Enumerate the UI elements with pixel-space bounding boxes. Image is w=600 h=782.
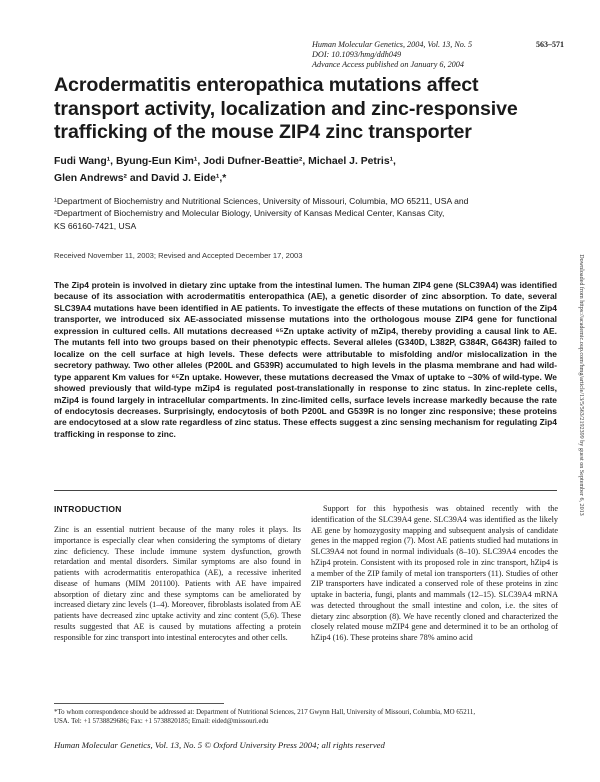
body-paragraph: Support for this hypothesis was obtained recently with the identification of the SLC39A4 gene. SLC39A4 was identified as the likely AE gene by homozygosity mapping and subsequent analysis of candidate genes in the mapped region (7). Most AE patients studied had mutations in SLC39A4 not found in normal individuals (8–10). SLC39A4 encodes the hZip4 protein. Consistent with its proposed role in zinc transport, hZip4 is a member of the ZIP family of metal ion transporters (11). Studies of other ZIP transporters have indicated a conserved role of these proteins in zinc uptake in bacteria, fungi, plants and mammals (12–15). SLC39A4 mRNA was detected throughout the small intestine and colon, i.e. the sites of dietary zinc absorption (8). We have recently cloned and characterized the closely related mouse mZIP4 gene and determined it to be an ortholog of hZip4 (16). These proteins share 78% amino acid: [311, 504, 558, 642]
abstract: The Zip4 protein is involved in dietary zinc uptake from the intestinal lumen. The human ZIP4 gene (SLC39A4) was identified because of its association with acrodermatitis enteropathica (AE), a genetic disorder of zinc absorption. To date, several SLC39A4 mutations have been identified in AE patients. To investigate the effects of these mutations on function of the Zip4 transporter, we introduced six AE-associated missense mutations into the orthologous mouse ZIP4 gene for functional expression in cultured cells. All mutations decreased ⁶⁵Zn uptake activity of mZip4, thereby providing a causal link to AE. The mutants fell into two groups based on their phenotypic effects. Several alleles (G340D, L382P, G384R, G643R) failed to localize on the cell surface at high levels. These defects were attributable to misfolding and/or mislocalization in the secretory pathway. Two other alleles (P200L and G539R) accumulated to high levels in the plasma membrane and had wild-type apparent Km values for ⁶⁵Zn uptake. However, these mutations decreased the Vmax of uptake to ~30% of wild-type. We showed previously that wild-type mZip4 is regulated post-translationally in response to zinc status. In zinc-replete cells, mZip4 is found largely in intracellular compartments. In zinc-limited cells, surface levels increase markedly because the rate of endocytosis decreases. Surprisingly, endocytosis of both P200L and G539R is no longer zinc responsive; these proteins are endocytosed at a slow rate regardless of zinc status. These effects suggest a zinc sensing mechanism for regulating Zip4 trafficking in response to zinc.: [54, 280, 557, 439]
download-side-note: [577, 250, 585, 520]
right-column: [311, 504, 558, 644]
affiliations: [54, 195, 554, 232]
received-dates: Received November 11, 2003; Revised and Accepted December 17, 2003: [54, 251, 303, 260]
affiliation-2-cont: KS 66160-7421, USA: [54, 220, 137, 231]
affiliation-1: ¹Department of Biochemistry and Nutritional Sciences, University of Missouri, Columbia, MO 65211, USA and: [54, 196, 469, 206]
journal-citation: Human Molecular Genetics, 2004, Vol. 13, No. 5: [312, 40, 473, 49]
introduction-paragraph: Zinc is an essential nutrient because of the many roles it plays. Its importance is especially clear when considering the symptoms of dietary zinc deficiency. These include immune system dysfunction, growth retardation and mental disorders. Similar symptoms are also found in patients with acrodermatitis enteropathica (AE), a recessive inherited disease of humans (MIM 201100). Patients with AE have impaired absorption of dietary zinc and these symptoms can be ameliorated by increased dietary zinc levels (1–4). Moreover, fibroblasts isolated from AE patients have decreased zinc uptake activity and zinc content (5,6). These results suggested that AE is caused by mutations affecting a protein responsible for zinc transport into intestinal enterocytes and other cells.: [54, 525, 301, 642]
advance-access-line: Advance Access published on January 6, 2004: [312, 60, 464, 69]
journal-header: [312, 40, 564, 70]
download-side-note-text[interactable]: Downloaded from https://academic.oup.com/hmg/article/13/5/563/2192399 by guest on September 6, 2013: [578, 254, 584, 516]
affiliation-2: ²Department of Biochemistry and Molecular Biology, University of Kansas Medical Center, Kansas City,: [54, 208, 445, 219]
copyright-footer: Human Molecular Genetics, Vol. 13, No. 5 © Oxford University Press 2004; all rights reserved: [54, 740, 385, 750]
left-column: [54, 504, 301, 643]
page-range: 563–571: [536, 40, 564, 49]
footnote-line-1: *To whom correspondence should be addressed at: Department of Nutritional Sciences, 217 Gwynn Hall, University of Missouri, Columbia, MO 65211,: [54, 709, 476, 716]
author-line-2: Glen Andrews² and David J. Eide¹,*: [54, 173, 227, 184]
abstract-divider: [54, 490, 557, 491]
author-list: [54, 153, 544, 187]
doi-line[interactable]: DOI: 10.1093/hmg/ddh049: [312, 50, 402, 59]
section-heading-introduction: INTRODUCTION: [54, 504, 122, 514]
author-line-1: Fudi Wang¹, Byung-Eun Kim¹, Jodi Dufner-Beattie², Michael J. Petris¹,: [54, 156, 396, 167]
footnote-line-2[interactable]: USA. Tel: +1 5738829686; Fax: +1 5738820185; Email: eided@missouri.edu: [54, 718, 269, 725]
correspondence-footnote: [54, 708, 557, 726]
footnote-divider: [54, 703, 224, 704]
article-title: Acrodermatitis enteropathica mutations affect transport activity, localization and zinc-responsive trafficking of the mouse ZIP4 zinc transporter: [54, 74, 518, 143]
